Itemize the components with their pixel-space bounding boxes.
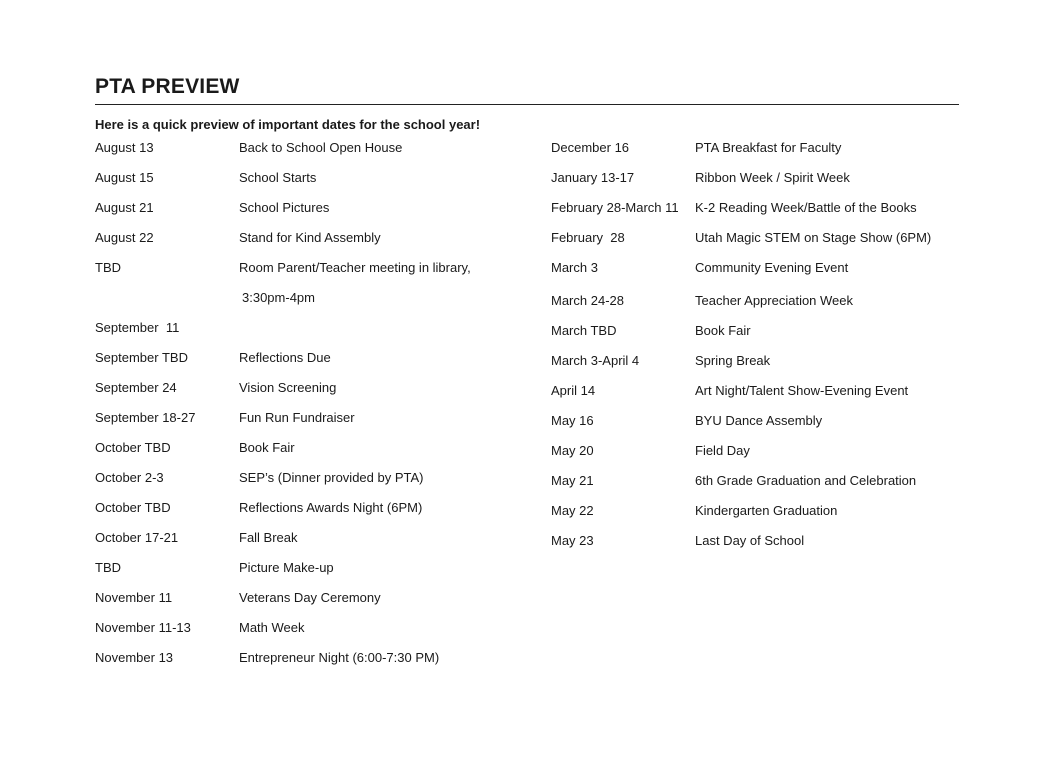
schedule-date: TBD	[95, 560, 121, 575]
schedule-row	[551, 502, 971, 520]
schedule-row	[95, 259, 535, 277]
schedule-event: Last Day of School	[695, 533, 805, 548]
schedule-row	[95, 409, 535, 427]
schedule-date: September 11	[95, 320, 180, 335]
schedule-row	[551, 322, 971, 340]
schedule-row	[95, 349, 535, 367]
schedule-row	[551, 169, 971, 187]
schedule-row	[551, 532, 971, 550]
schedule-date: February 28	[551, 230, 625, 245]
schedule-row	[95, 469, 535, 487]
schedule-event: School Pictures	[239, 200, 330, 215]
schedule-event: Entrepreneur Night (6:00-7:30 PM)	[239, 650, 440, 665]
schedule-row	[95, 289, 535, 307]
schedule-date: March 3	[551, 260, 598, 275]
schedule-date: September 18-27	[95, 410, 196, 425]
schedule-row	[551, 472, 971, 490]
schedule-event: Community Evening Event	[695, 260, 849, 275]
schedule-date: September 24	[95, 380, 177, 395]
schedule-event: Picture Make-up	[239, 560, 334, 575]
schedule-date: November 13	[95, 650, 174, 665]
schedule-row	[95, 199, 535, 217]
schedule-event: K-2 Reading Week/Battle of the Books	[695, 200, 917, 215]
schedule-date: October 2-3	[95, 470, 164, 485]
schedule-row	[95, 379, 535, 397]
schedule-date: TBD	[95, 260, 121, 275]
schedule-event: Book Fair	[239, 440, 295, 455]
schedule-event: Vision Screening	[239, 380, 337, 395]
schedule-event: Reflections Due	[239, 350, 331, 365]
schedule-event: Fun Run Fundraiser	[239, 410, 355, 425]
schedule-row	[95, 439, 535, 457]
schedule-date: August 13	[95, 140, 154, 155]
schedule-event: Spring Break	[695, 353, 771, 368]
schedule-right-column	[551, 139, 971, 562]
schedule-row	[95, 529, 535, 547]
schedule-event: Reflections Awards Night (6PM)	[239, 500, 423, 515]
schedule-event: Veterans Day Ceremony	[239, 590, 381, 605]
schedule-date: November 11	[95, 590, 173, 605]
schedule-event: Room Parent/Teacher meeting in library,	[239, 260, 471, 275]
schedule-row	[551, 382, 971, 400]
schedule-row	[95, 559, 535, 577]
schedule-date: March 24-28	[551, 293, 624, 308]
schedule-event: Field Day	[695, 443, 750, 458]
schedule-event: BYU Dance Assembly	[695, 413, 823, 428]
schedule-row	[551, 199, 971, 217]
schedule-event: School Starts	[239, 170, 317, 185]
schedule-row	[551, 412, 971, 430]
schedule-event: Art Night/Talent Show-Evening Event	[695, 383, 909, 398]
schedule-row	[551, 259, 971, 277]
schedule-date: August 15	[95, 170, 154, 185]
schedule-date: December 16	[551, 140, 630, 155]
schedule-event: SEP’s (Dinner provided by PTA)	[239, 470, 424, 485]
schedule-row	[95, 319, 535, 337]
schedule-event: Fall Break	[239, 530, 298, 545]
schedule-date: November 11-13	[95, 620, 191, 635]
schedule-row	[95, 169, 535, 187]
schedule-row	[551, 442, 971, 460]
schedule-date: February 28-March 11	[551, 200, 679, 215]
schedule-date: March TBD	[551, 323, 617, 338]
schedule-row	[95, 229, 535, 247]
page-title: PTA PREVIEW	[95, 72, 959, 105]
schedule-date: October TBD	[95, 500, 171, 515]
schedule-event: PTA Breakfast for Faculty	[695, 140, 842, 155]
schedule-event: Ribbon Week / Spirit Week	[695, 170, 850, 185]
schedule-date: May 22	[551, 503, 594, 518]
schedule-event: 3:30pm-4pm	[242, 290, 315, 305]
schedule-row	[95, 499, 535, 517]
schedule-event: Teacher Appreciation Week	[695, 293, 854, 308]
schedule-event: Stand for Kind Assembly	[239, 230, 381, 245]
schedule-date: March 3-April 4	[551, 353, 640, 368]
schedule-date: May 21	[551, 473, 594, 488]
schedule-date: April 14	[551, 383, 596, 398]
schedule-date: August 21	[95, 200, 154, 215]
schedule-date: January 13-17	[551, 170, 635, 185]
schedule-event: Book Fair	[695, 323, 751, 338]
schedule-row	[95, 139, 535, 157]
schedule-date: May 20	[551, 443, 594, 458]
schedule-event: Back to School Open House	[239, 140, 403, 155]
schedule-left-column	[95, 139, 535, 679]
schedule-date: October TBD	[95, 440, 171, 455]
intro-text: Here is a quick preview of important dates for the school year!	[95, 117, 481, 132]
schedule-event: Math Week	[239, 620, 305, 635]
schedule-date: May 16	[551, 413, 594, 428]
schedule-row	[551, 229, 971, 247]
schedule-row	[95, 619, 535, 637]
schedule-date: October 17-21	[95, 530, 179, 545]
document-page	[95, 72, 959, 665]
schedule-event: Utah Magic STEM on Stage Show (6PM)	[695, 230, 932, 245]
schedule-date	[95, 289, 239, 307]
schedule-row	[551, 352, 971, 370]
schedule-event: Kindergarten Graduation	[695, 503, 838, 518]
schedule-row	[95, 589, 535, 607]
schedule-event	[239, 319, 535, 337]
schedule-date: May 23	[551, 533, 594, 548]
schedule-event: 6th Grade Graduation and Celebration	[695, 473, 917, 488]
schedule-row	[551, 292, 971, 310]
schedule-date: September TBD	[95, 350, 188, 365]
schedule-row	[551, 139, 971, 157]
schedule-date: August 22	[95, 230, 154, 245]
schedule-row	[95, 649, 535, 667]
